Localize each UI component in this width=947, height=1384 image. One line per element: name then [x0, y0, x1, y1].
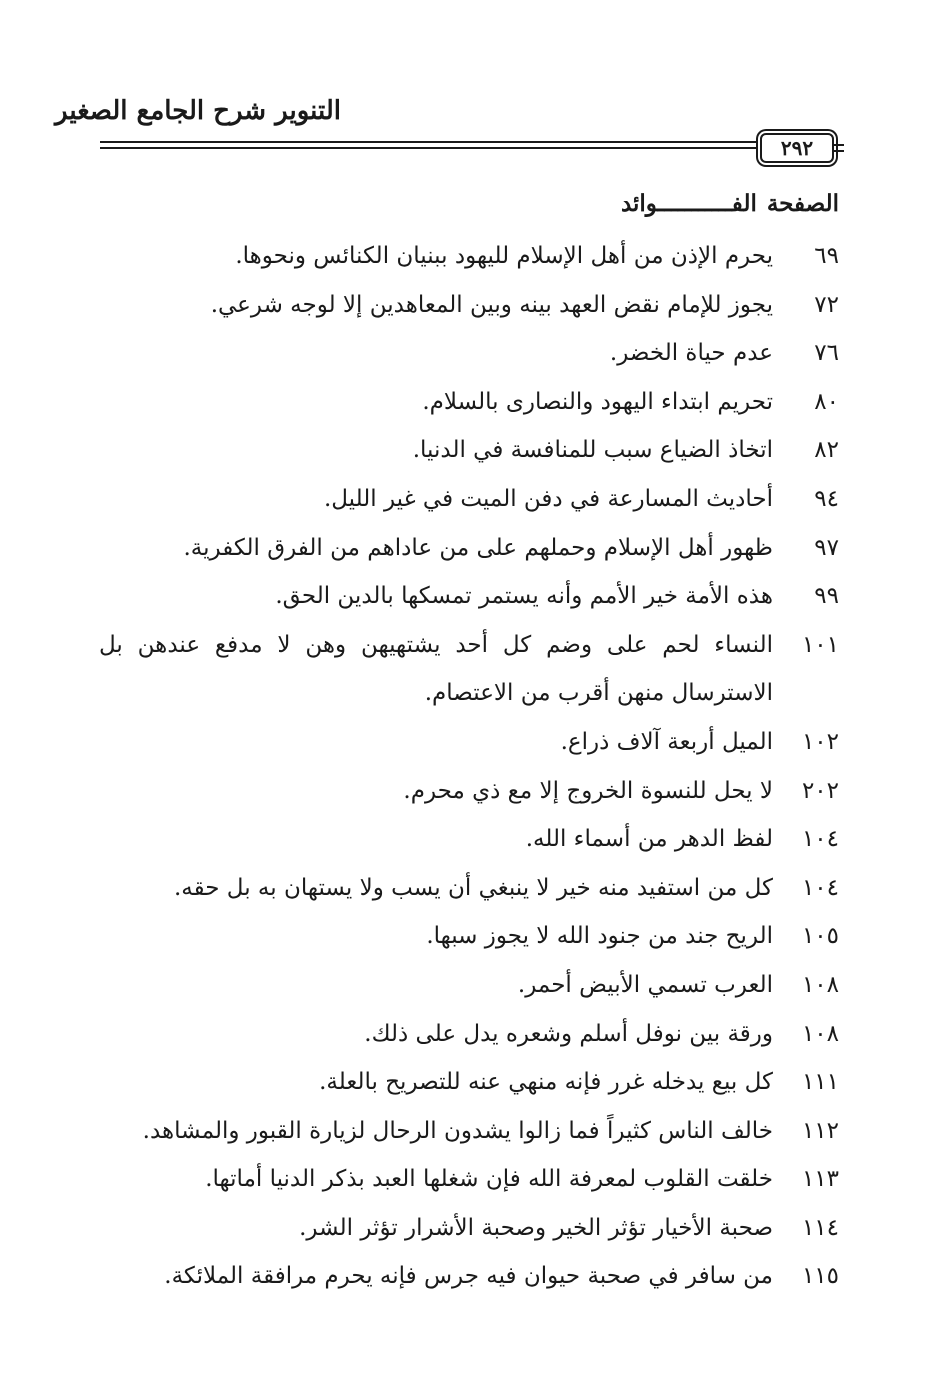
entry-page: ٩٩: [814, 583, 839, 610]
list-item: [99, 815, 839, 864]
entry-page: ٩٤: [814, 485, 839, 512]
entry-text: ورقة بين نوفل أسلم وشعره يدل على ذلك.: [364, 1020, 773, 1047]
rule-dash-top: [834, 144, 844, 146]
entry-text: تحريم ابتداء اليهود والنصارى بالسلام.: [422, 388, 773, 415]
entry-page: ١١٤: [801, 1214, 839, 1241]
entry-text: هذه الأمة خير الأمم وأنه يستمر تمسكها بالدين الحق.: [275, 583, 773, 610]
list-item: [99, 1204, 839, 1253]
entry-page: ١١٣: [801, 1166, 839, 1193]
entry-text: خالف الناس كثيراً فما زالوا يشدون الرحال لزيارة القبور والمشاهد.: [142, 1117, 773, 1144]
entry-page: ٦٩: [814, 243, 839, 269]
benefits-column-header: الفـــــــــــوائد: [620, 190, 757, 217]
header-rule: [100, 133, 845, 163]
entry-page: ٩٧: [814, 534, 839, 561]
list-item: [99, 961, 839, 1010]
list-item: [99, 767, 839, 816]
entry-text: كل من استفيد منه خير لا ينبغي أن يسب ولا يستهان به بل حقه.: [173, 874, 773, 901]
entry-page: ٧٢: [814, 291, 839, 318]
list-item: [99, 912, 839, 961]
list-item: [99, 621, 839, 718]
list-item: [99, 572, 839, 621]
entry-text: صحبة الأخيار تؤثر الخير وصحبة الأشرار تؤثر الشر.: [299, 1214, 773, 1241]
entry-text: ظهور أهل الإسلام وحملهم على من عاداهم من الفرق الكفرية.: [183, 534, 773, 561]
entry-text: أحاديث المسارعة في دفن الميت في غير الليل.: [323, 485, 773, 512]
entry-text: العرب تسمي الأبيض أحمر.: [517, 971, 773, 998]
entry-page: ١٠٥: [801, 923, 839, 950]
entry-text: من سافر في صحبة حيوان فيه جرس فإنه يحرم مرافقة الملائكة.: [164, 1263, 773, 1290]
entry-page: ١٠٨: [801, 1020, 839, 1047]
entry-text: لفظ الدهر من أسماء الله.: [525, 826, 773, 853]
entry-page: ٨٠: [814, 388, 839, 415]
list-item: [99, 1058, 839, 1107]
entry-page: ٢٠٢: [801, 777, 839, 804]
page-number: ٢٩٢: [760, 133, 834, 163]
entry-text: لا يحل للنسوة الخروج إلا مع ذي محرم.: [403, 777, 773, 804]
list-item: [99, 475, 839, 524]
list-item: [99, 329, 839, 378]
rule-dash-bottom: [834, 150, 844, 152]
entry-page: ١١٥: [801, 1263, 839, 1290]
list-item: [99, 378, 839, 427]
entry-page: ١٠٢: [801, 728, 839, 755]
list-item: [99, 281, 839, 330]
entry-text: الميل أربعة آلاف ذراع.: [560, 728, 773, 755]
entry-text: يحرم الإذن من أهل الإسلام لليهود ببنيان الكنائس ونحوها.: [235, 243, 773, 269]
entry-page: ١١١: [801, 1069, 839, 1096]
list-item: [99, 1107, 839, 1156]
entry-text: كل بيع يدخله غرر فإنه منهي عنه للتصريح بالعلة.: [319, 1069, 773, 1096]
entry-text: الريح جند من جنود الله لا يجوز سبها.: [426, 923, 773, 950]
double-rule-top: [100, 141, 758, 143]
entry-page: ١٠١: [801, 631, 839, 658]
running-title: التنوير شرح الجامع الصغير: [55, 96, 341, 126]
entry-text: عدم حياة الخضر.: [609, 340, 773, 367]
entry-text: النساء لحم على وضم كل أحد يشتهيهن وهن لا مدفع عندهن بل الاسترسال منهن أقرب من الاعتصام.: [99, 631, 773, 707]
entry-text: خلقت القلوب لمعرفة الله فإن شغلها العبد بذكر الدنيا أماتها.: [205, 1166, 773, 1193]
entry-page: ١١٢: [801, 1117, 839, 1144]
list-item: [99, 232, 839, 281]
benefits-list: [99, 232, 839, 1301]
entry-page: ١٠٤: [801, 874, 839, 901]
list-item: [99, 1010, 839, 1059]
entry-page: ١٠٤: [801, 826, 839, 853]
double-rule-bottom: [100, 147, 758, 149]
entry-page: ١٠٨: [801, 971, 839, 998]
list-item: [99, 1252, 839, 1301]
list-item: [99, 864, 839, 913]
entry-text: اتخاذ الضياع سبب للمنافسة في الدنيا.: [412, 437, 773, 464]
page-column-header: الصفحة: [766, 190, 839, 217]
entry-page: ٨٢: [814, 437, 839, 464]
table-header: [621, 190, 839, 217]
list-item: [99, 718, 839, 767]
list-item: [99, 426, 839, 475]
list-item: [99, 1155, 839, 1204]
list-item: [99, 524, 839, 573]
entry-page: ٧٦: [814, 340, 839, 367]
entry-text: يجوز للإمام نقض العهد بينه وبين المعاهدين إلا لوجه شرعي.: [210, 291, 773, 318]
